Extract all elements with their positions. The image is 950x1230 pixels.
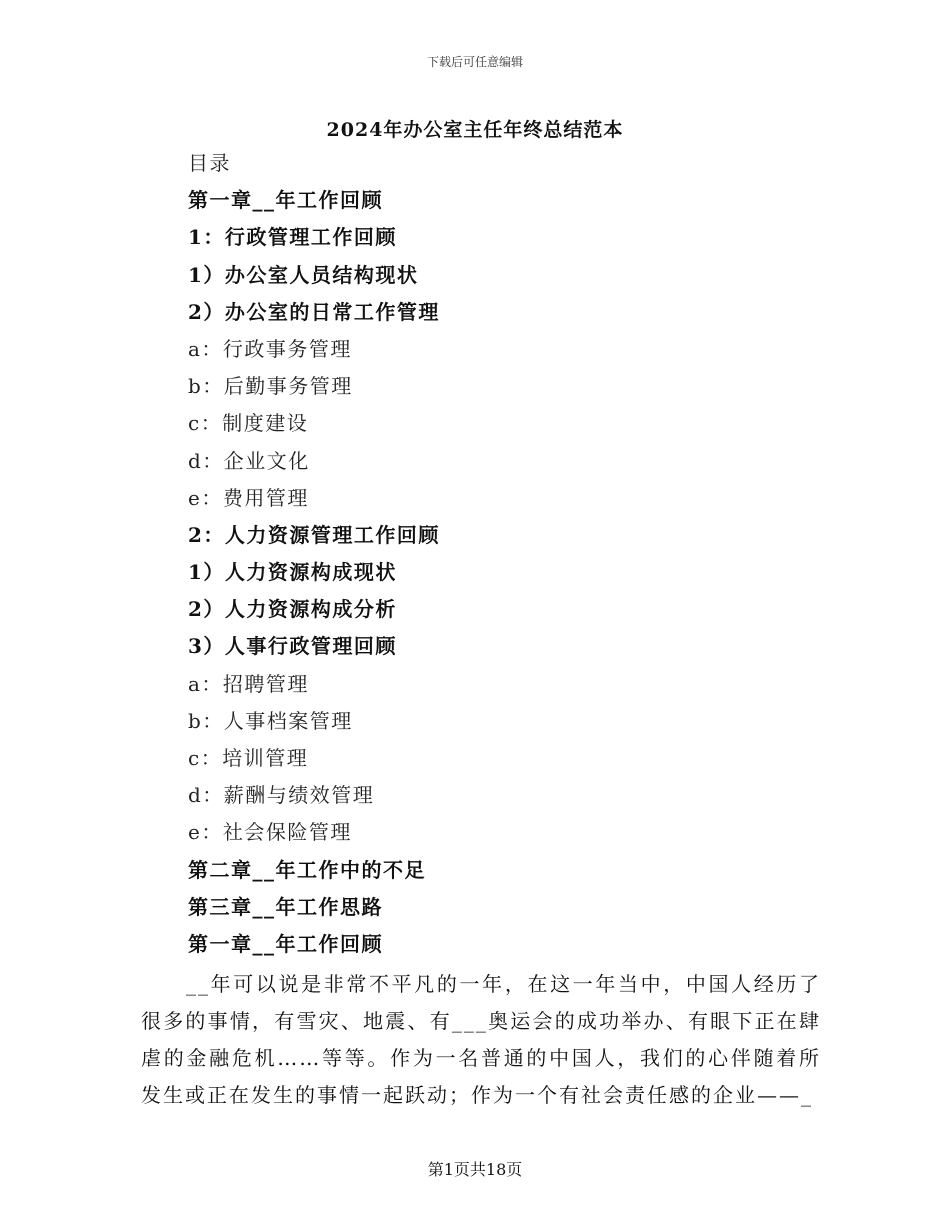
toc-line: c：培训管理 xyxy=(188,746,309,770)
toc-line: e：社会保险管理 xyxy=(188,820,352,845)
toc-line: b：人事档案管理 xyxy=(188,708,353,733)
toc-line: d：薪酬与绩效管理 xyxy=(188,783,375,808)
document-title: 2024年办公室主任年终总结范本 xyxy=(326,119,624,141)
toc-line: 1）人力资源构成现状 xyxy=(188,560,397,585)
toc-line: 2）人力资源构成分析 xyxy=(188,597,397,622)
toc-line: a：招聘管理 xyxy=(188,671,309,696)
toc-line: 1）办公室人员结构现状 xyxy=(188,262,419,287)
toc-line: 目录 xyxy=(188,151,231,175)
toc-line: 第一章__年工作回顾 xyxy=(188,931,383,956)
toc-line: 第一章__年工作回顾 xyxy=(188,188,383,213)
body-paragraph: __年可以说是非常不平凡的一年，在这一年当中，中国人经历了很多的事情，有雪灾、地震、有___奥运会的成功举办、有眼下正在肆虐的金融危机……等等。作为一名普通的中国人，我们的心伴随着所发生或正在发生的事情一起跃动；作为一个有社会责任感的企业——_ xyxy=(141,972,821,1107)
page-header: 下载后可任意编辑 xyxy=(426,55,523,69)
table-of-contents xyxy=(188,148,828,966)
toc-line: 第二章__年工作中的不足 xyxy=(188,857,426,882)
toc-line: a：行政事务管理 xyxy=(188,336,352,361)
toc-line: d：企业文化 xyxy=(188,448,310,473)
toc-line: e：费用管理 xyxy=(188,485,309,510)
toc-line: 第三章__年工作思路 xyxy=(188,894,383,919)
toc-line: 3）人事行政管理回顾 xyxy=(188,634,397,659)
toc-line: c：制度建设 xyxy=(188,411,309,436)
page-footer: 第1页共18页 xyxy=(427,1160,523,1179)
toc-line: b：后勤事务管理 xyxy=(188,374,353,399)
toc-line: 2）办公室的日常工作管理 xyxy=(188,299,440,324)
toc-line: 1：行政管理工作回顾 xyxy=(188,225,397,250)
toc-line: 2：人力资源管理工作回顾 xyxy=(188,522,440,547)
